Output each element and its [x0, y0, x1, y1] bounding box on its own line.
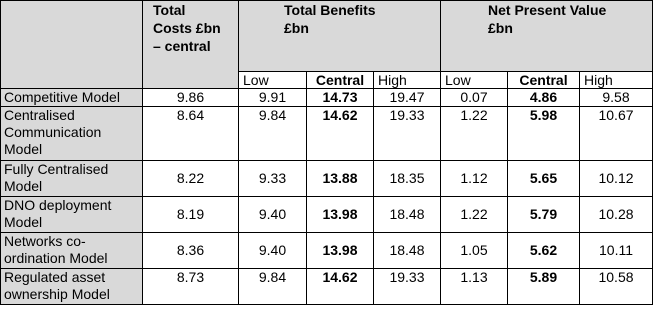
npv-central-value: 5.89	[508, 269, 580, 305]
npv-low-value: 1.13	[441, 269, 508, 305]
table-row	[1, 107, 653, 161]
benefit-low-value: 9.91	[239, 89, 307, 107]
npv-central-value: 5.98	[508, 107, 580, 161]
npv-high-value: 10.12	[580, 161, 653, 197]
total-cost-value: 8.19	[143, 197, 239, 233]
benefit-high-value: 18.48	[374, 233, 441, 269]
benefit-central-value: 13.98	[307, 197, 374, 233]
model-column-header	[1, 1, 143, 89]
total-cost-value: 8.64	[143, 107, 239, 161]
benefits-low-header: Low	[239, 72, 307, 89]
benefits-central-header: Central	[307, 72, 374, 89]
table-row	[1, 269, 653, 305]
npv-high-header: High	[580, 72, 653, 89]
total-costs-label: Total Costs £bn – central	[153, 2, 221, 54]
npv-high-value: 9.58	[580, 89, 653, 107]
table-row	[1, 89, 653, 107]
benefit-central-value: 13.88	[307, 161, 374, 197]
npv-central-value: 5.65	[508, 161, 580, 197]
benefit-low-value: 9.40	[239, 233, 307, 269]
benefit-central-value: 14.62	[307, 107, 374, 161]
npv-central-value: 4.86	[508, 89, 580, 107]
npv-low-value: 1.22	[441, 107, 508, 161]
table-row	[1, 233, 653, 269]
model-name: Centralised Communication Model	[1, 107, 143, 161]
model-name: DNO deployment Model	[1, 197, 143, 233]
npv-low-value: 1.12	[441, 161, 508, 197]
npv-central-value: 5.62	[508, 233, 580, 269]
benefit-high-value: 19.33	[374, 107, 441, 161]
npv-low-header: Low	[441, 72, 508, 89]
npv-low-value: 0.07	[441, 89, 508, 107]
benefit-high-value: 18.48	[374, 197, 441, 233]
table-row	[1, 197, 653, 233]
total-cost-value: 9.86	[143, 89, 239, 107]
npv-central-value: 5.79	[508, 197, 580, 233]
benefit-low-value: 9.84	[239, 269, 307, 305]
benefit-central-value: 13.98	[307, 233, 374, 269]
benefit-high-value: 19.47	[374, 89, 441, 107]
table-row	[1, 161, 653, 197]
npv-header	[441, 1, 653, 72]
npv-label: Net Present Value £bn	[488, 2, 607, 36]
total-cost-value: 8.73	[143, 269, 239, 305]
benefit-high-value: 18.35	[374, 161, 441, 197]
npv-high-value: 10.58	[580, 269, 653, 305]
npv-central-header: Central	[508, 72, 580, 89]
npv-low-value: 1.05	[441, 233, 508, 269]
benefit-high-value: 19.33	[374, 269, 441, 305]
benefit-low-value: 9.40	[239, 197, 307, 233]
total-benefits-label: Total Benefits £bn	[284, 2, 376, 36]
total-cost-value: 8.36	[143, 233, 239, 269]
npv-high-value: 10.67	[580, 107, 653, 161]
model-name: Regulated asset ownership Model	[1, 269, 143, 305]
benefits-high-header: High	[374, 72, 441, 89]
npv-low-value: 1.22	[441, 197, 508, 233]
model-name: Fully Centralised Model	[1, 161, 143, 197]
total-benefits-header	[239, 1, 441, 72]
model-name: Networks co-ordination Model	[1, 233, 143, 269]
benefit-low-value: 9.33	[239, 161, 307, 197]
benefit-low-value: 9.84	[239, 107, 307, 161]
total-cost-value: 8.22	[143, 161, 239, 197]
total-costs-header	[143, 1, 239, 89]
header-row	[1, 1, 653, 72]
benefit-central-value: 14.62	[307, 269, 374, 305]
model-name: Competitive Model	[1, 89, 143, 107]
npv-high-value: 10.11	[580, 233, 653, 269]
npv-high-value: 10.28	[580, 197, 653, 233]
benefit-central-value: 14.73	[307, 89, 374, 107]
